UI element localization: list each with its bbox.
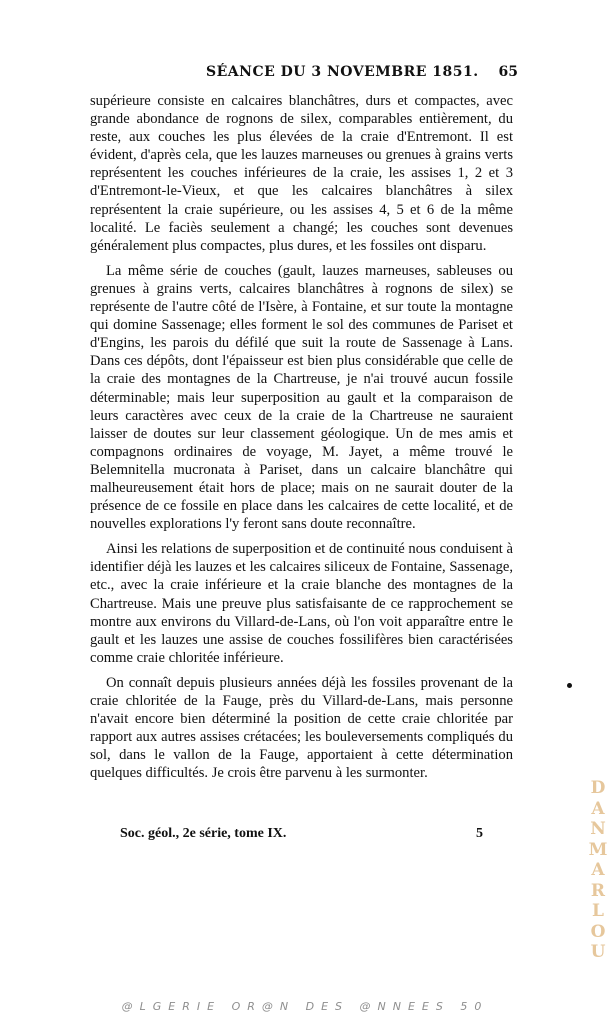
- bottom-watermark: @LGERIE OR@N DES @NNEES 50: [121, 1000, 489, 1013]
- paragraph: La même série de couches (gault, lauzes marneuses, sableuses ou grenues à grains verts, calcaires blanchâtres à rognons de silex) se représente de l'autre côté de l'Isère, à Fontaine, et sur toute la montagne qui domine Sassenage; elles forment le sol des communes de Pariset et d'Engins, les parois du défilé que suit la route de Sassenage à Lans. Dans ces dépôts, dont l'épaisseur est bien plus considérable que celle de la craie des montagnes de la Chartreuse, je n'ai trouvé aucun fossile déterminable; mais leur superposition au gault et la comparaison de leurs caractères avec ceux de la craie de la Chartreuse ne sauraient laisser de doutes sur leur classement géologique. Un de mes amis et compagnons ordinaires de voyage, M. Jayet, a même trouvé le Belemnitella mucronata à Pariset, dans un calcaire blanchâtre qui malheureusement était hors de place; mais on ne saurait douter de la présence de ce fossile en place dans les calcaires de cette localité, et de nouvelles explorations l'y feront sans doute reconnaître.: [90, 262, 513, 533]
- page-header: [86, 64, 518, 84]
- body-text: [90, 92, 513, 782]
- signature-mark: 5: [476, 826, 483, 841]
- vertical-watermark: DANMARLOU: [588, 778, 608, 962]
- paragraph: On connaît depuis plusieurs années déjà les fossiles provenant de la craie chloritée de la Fauge, près du Villard-de-Lans, mais personne n'avait encore bien déterminé la position de cette craie chloritée par rapport aux autres assises crétacées; les bouleversements compliqués du sol, dans le vallon de la Fauge, apportaient à cette détermination quelques difficultés. Je crois être parvenu à les surmonter.: [90, 674, 513, 782]
- margin-speck: [567, 683, 572, 688]
- running-title: SÉANCE DU 3 NOVEMBRE 1851.: [206, 64, 479, 80]
- paragraph: supérieure consiste en calcaires blanchâtres, durs et compactes, avec grande abondance de rognons de silex, comparables entièrement, du reste, aux couches les plus élevées de la craie d'Entremont. Il est évident, d'après cela, que les lauzes marneuses ou grenues à grains verts représentent les couches inférieures de la craie, les assises 1, 2 et 3 d'Entremont-le-Vieux, et que les calcaires blanchâtres à silex représentent la craie supérieure, ou les assises 4, 5 et 6 de la même localité. Le faciès seulement a changé; les couches sont devenues généralement plus compactes, plus dures, et les fossiles ont disparu.: [90, 93, 513, 254]
- paragraph: Ainsi les relations de superposition et de continuité nous conduisent à identifier déjà les lauzes et les calcaires siliceux de Fontaine, Sassenage, etc., avec la craie inférieure et la craie blanche des montagnes de la Chartreuse. Mais une preuve plus satisfaisante de ce rapprochement se montre aux environs du Villard-de-Lans, où l'on voit apparaître entre le gault et les lauzes une assise de couches fossilifères bien caractérisées comme craie chloritée inférieure.: [90, 541, 513, 666]
- page-number: 65: [498, 64, 518, 80]
- series-note: Soc. géol., 2e série, tome IX.: [120, 826, 287, 841]
- page-footer: [120, 826, 500, 846]
